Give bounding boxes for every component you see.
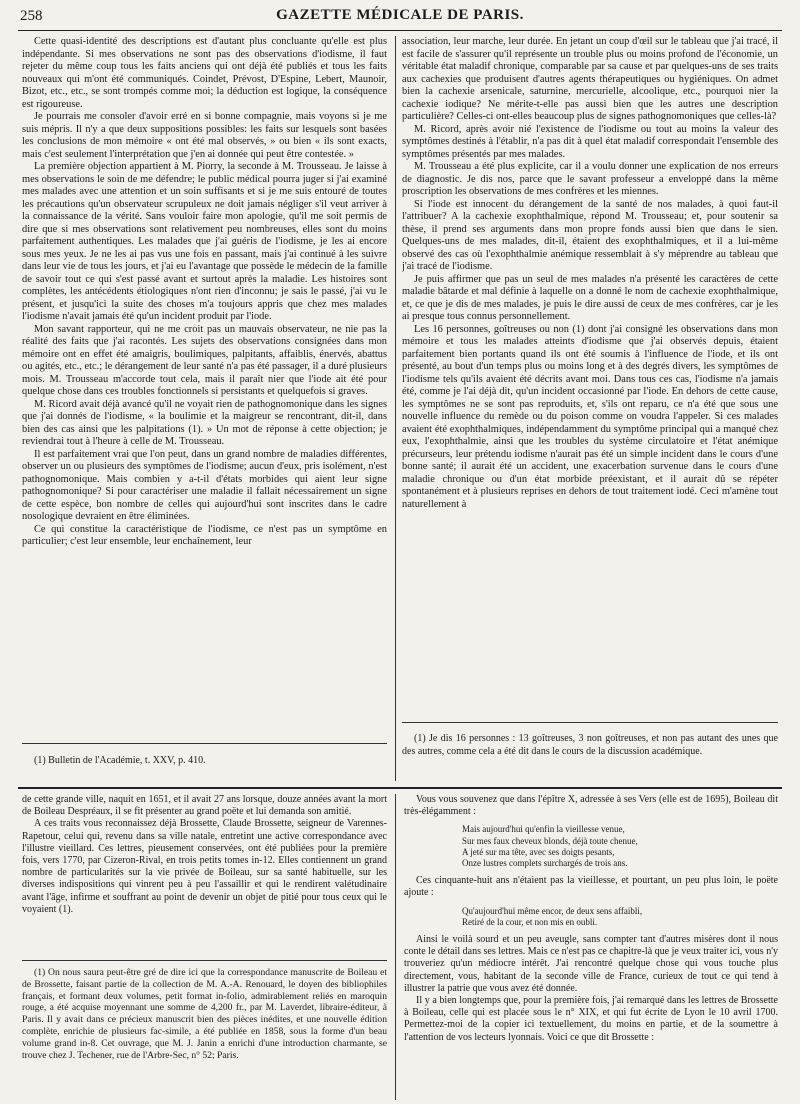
paragraph: M. Ricord, après avoir nié l'existence de l'iodisme ou tout au moins la valeur des symptômes destinés à l'établir, n'a pas dit à quel état maladif correspondait l'ensemble des symptômes présentés par mes malades. (402, 123, 778, 160)
paragraph: Je pourrais me consoler d'avoir erré en si bonne compagnie, mais voyons si je me suis mépris. Il n'y a que deux suppositions possibles: les faits sur lesquels sont basées les conclusions de mon mémoire « ont été mal observés, » ou bien « ils sont exacts, mais c'est seulement l'interprétation que j'en ai donnée qui peut être contestée. » (22, 111, 387, 160)
verse-line: Qu'aujourd'hui même encor, de deux sens affaibli, (462, 905, 643, 916)
column-divider-top (395, 36, 396, 781)
verse-line: Retiré de la cour, et non mis en oubli. (462, 916, 598, 927)
footnote-top-right (402, 733, 778, 758)
paragraph: de cette grande ville, naquit en 1651, et il avait 27 ans lorsque, douze années avant la mort de Boileau Despréaux, il se fit présenter au grand poëte et lui demanda son amitié. (22, 794, 387, 818)
top-left-column (22, 36, 387, 738)
footnote-text: (1) On nous saura peut-être gré de dire ici que la correspondance manuscrite de Boileau et de Brossette, faisant partie de la collection de M. A.-A. Renouard, le doyen des bibliophiles français, et formant deux volumes, petit format in-folio, admirablement reliés en maroquin rouge, a été acquise moyennant une somme de 4,200 fr., par M. Laverdet, libraire-éditeur, à Paris. Il y avait dans ce précieux manuscrit bien des pièces inédites, et une nouvelle édition complète, enrichie de plusieurs fac-simile, a été publiée en 1858, sous la forme d'un beau volume grand in-8. Cet ouvrage, que M. J. Janin a enrichi d'une introduction charmante, se trouve chez J. Techener, rue de l'Arbre-Sec, n° 52; Paris. (22, 967, 387, 1061)
footnote-rule (22, 743, 387, 744)
verse-line: Sur mes faux cheveux blonds, déjà toute chenue, (462, 835, 638, 846)
paragraph: Je puis affirmer que pas un seul de mes malades n'a présenté les caractères de cette maladie bâtarde et mal définie à laquelle on a donné le nom de cachexie exophthalmique, et, ce que je dis de mes malades, je puis le dire aussi de ceux de mes confrères, car je les ai presque tous connus personnellement. (402, 273, 778, 322)
footnote-bottom-left (22, 967, 387, 1061)
column-divider-bottom (395, 794, 396, 1100)
paragraph: A ces traits vous reconnaissez déjà Brossette, Claude Brossette, seigneur de Varennes-Rapetour, celui qui, revenu dans sa ville natale, entretint une active correspondance avec l'illustre vieillard. Ces lettres, pieusement conservées, ont été publiées pour la première fois, vers 1770, par Cizeron-Rival, en trois petits tomes in-12. Elles contiennent un grand nombre de particularités sur la vie privée de Boileau, sur sa santé habituelle, sur les diverses indispositions qui vinrent peu à peu l'assaillir et qui le rendirent valétudinaire avant l'âge, infirme et souffrant au point de devenir un objet de pitié pour tous ceux qui le voyaient (1). (22, 818, 387, 915)
page-header (18, 6, 782, 31)
footnote-top-left (22, 755, 387, 768)
paragraph: Ainsi le voilà sourd et un peu aveugle, sans compter tant d'autres misères dont il nous conte le détail dans ses lettres. Mais ce n'est pas ce chapitre-là que je veux traiter ici, vous n'y trouveriez qu'un médiocre intérêt. J'ai rencontré quelque chose qui vous touche plus directement, vous, habitant de la seconde ville de France, curieux de tout ce qui tend à illustrer la patrie que vous avez été donnée. (404, 934, 778, 994)
paragraph: Mon savant rapporteur, qui ne me croit pas un mauvais observateur, ne nie pas la réalité des faits que j'ai racontés. Les sujets des observations consignées dans mon mémoire ont en effet été amaigris, boulimiques, palpitants, affaiblis, énervés, abattus ou agités, etc., etc.; le dérangement de leur santé n'a pas été passager, il a duré plusieurs mois. M. Trousseau m'accorde tout cela, mais il paraît nier que l'iode ait été pour quelque chose dans ces troubles fonctionnels si persistants et quelquefois si graves. (22, 323, 387, 397)
top-right-column (402, 36, 778, 716)
paragraph: Il est parfaitement vrai que l'on peut, dans un grand nombre de maladies différentes, observer un ou plusieurs des symptômes de l'iodisme; aucun d'eux, pris isolément, n'est pathognomonique. Mais combien y a-t-il d'états morbides qui aient leur signe pathognomonique? Si pour caractériser une maladie il fallait nécessairement un signe de cette espèce, bon nombre de celles qui aujourd'hui sont inscrites dans le cadre nosologique devraient en être éliminées. (22, 448, 387, 522)
section-separator (18, 787, 782, 789)
verse-quote (462, 906, 778, 928)
footnote-text: (1) Bulletin de l'Académie, t. XXV, p. 410. (34, 755, 206, 766)
paragraph: La première objection appartient à M. Piorry, la seconde à M. Trousseau. Je laisse à mes observations le soin de me défendre; le public médical pourra juger si j'ai examiné mes malades avec une attention et un soin suffisants et si je me suis entouré de toutes les précautions qu'un observateur scrupuleux ne doit jamais négliger s'il veut arriver à la connaissance de la vérité. Sans vouloir faire mon apologie, qu'il me soit permis de dire que si mes observations sont relativement peu nombreuses, elles sont du moins parfaitement authentiques. Les malades que j'ai guéris de l'iodisme, je les ai encore sous mes yeux. Je ne les ai pas vus une fois en passant, mais j'ai continué à les suivre dans leur vie de tous les jours, et j'ai eu l'avantage que possède le médecin de la famille de savoir tout ce qui s'est passé avant et surtout après la maladie. Les histoires sont complètes, les antécédents étiologiques n'ont rien d'inconnu; je sais le passé, j'ai vu le présent, et jusqu'ici la suite des choses m'a toujours appris que chez mes malades l'iodisme n'avait jamais été qu'un incident produit par l'iode. (22, 161, 387, 322)
paragraph: Si l'iode est innocent du dérangement de la santé de nos malades, à quoi faut-il l'attribuer? A la cachexie exophthalmique, répond M. Trousseau; et, pour soutenir sa thèse, il prend ses arguments dans mon propre fonds aussi bien que dans le sien. Quelques-uns de mes malades, dit-il, étaient des exophthalmiques, et il a lui-même observé des cas où l'exophthalmie anémique ressemblait à s'y méprendre au tableau que j'ai tracé de l'iodisme. (402, 198, 778, 272)
paragraph: Ce qui constitue la caractéristique de l'iodisme, ce n'est pas un symptôme en particulier; c'est leur ensemble, leur enchaînement, leur (22, 523, 387, 547)
journal-title: GAZETTE MÉDICALE DE PARIS. (276, 7, 524, 23)
paragraph: Ces cinquante-huit ans n'étaient pas la vieillesse, et pourtant, un peu plus loin, le poëte ajoute : (404, 875, 778, 899)
paragraph: M. Ricord avait déjà avancé qu'il ne voyait rien de pathognomonique dans les signes que j'ai donnés de l'iodisme, « la boulimie et la maigreur se rencontrant, dit-il, dans bien des cas ainsi que les palpitations (1). » Un mot de réponse à cette objection; je reviendrai tout à l'heure à celle de M. Trousseau. (22, 398, 387, 447)
footnote-rule (402, 722, 778, 723)
paragraph: Cette quasi-identité des descriptions est d'autant plus concluante qu'elle est plus indépendante. Si mes observations ne sont pas des observations d'iodisme, il faut rejeter du même coup tous les faits anciens qui ont déjà été publiés et tous les faits nouveaux qui m'ont été communiqués. Coindet, Prévost, D'Espine, Lebert, Maunoir, Bizot, etc., etc., se sont trompés comme moi; la déduction est logique, la conséquence est rigoureuse. (22, 36, 387, 110)
verse-quote (462, 824, 778, 869)
footnote-rule (22, 960, 387, 961)
paragraph: M. Trousseau a été plus explicite, car il a voulu donner une explication de nos erreurs de diagnostic. Je dis nos, parce que le savant professeur a enveloppé dans la même proscription les observations de mes confrères et les miennes. (402, 161, 778, 197)
bottom-left-column (22, 794, 387, 954)
paragraph: association, leur marche, leur durée. En jetant un coup d'œil sur le tableau que j'ai tracé, il est facile de s'assurer qu'il représente un trouble plus ou moins profond de l'économie, un véritable état maladif chronique, comparable par sa cause et par quelques-uns de ses traits aux cachexies que produisent d'autres agents thérapeutiques ou hygiéniques. On admet bien la cachexie arsenicale, saturnine, mercurielle, alcoolique, etc., pourquoi nier la cachexie iodique? Ne mérite-t-elle pas aussi bien que les autres une description particulière? Celles-ci ont-elles beaucoup plus de signes pathognomoniques que celles-là? (402, 36, 778, 122)
paragraph: Il y a bien longtemps que, pour la première fois, j'ai remarqué dans les lettres de Brossette à Boileau, celle qui est placée sous le n° XIX, et qui fut écrite de Lyon le 10 avril 1700. Permettez-moi de la copier ici textuellement, du moins en partie, et de la soumettre à l'attention de vos lecteurs lyonnais. Voici ce que dit Brossette : (404, 995, 778, 1043)
paragraph: Les 16 personnes, goîtreuses ou non (1) dont j'ai consigné les observations dans mon mémoire et tous les malades atteints d'iodisme que j'ai observés depuis, étaient parfaitement bien portants quand ils ont été soumis à l'influence de l'iode, et ils ont présenté, au bout d'un temps plus ou moins long et à des degrés divers, les symptômes de l'iodisme tels qu'ils avaient été décrits avant moi. Dans tous ces cas, l'iodisme n'a jamais été, comme je l'ai déjà dit, qu'un incident occasionné par l'iode. En dehors de cette cause, les symptômes ne se sont pas reproduits, et, s'ils ont reparu, ce n'a été que sous une nouvelle influence du remède ou du poison comme on voudra l'appeler. Si ces malades avaient été exophthalmiques, indépendamment du symptôme principal qui a manqué chez eux, l'exophthalmie, ainsi que les troubles du système circulatoire et l'état anémique précurseurs, leur prétendu iodisme n'aurait pas été un simple incident dans le cours d'une bonne santé; il aurait été un accident, une exacerbation survenue dans le cours d'une maladie chronique ou d'un état morbide préexistant, et il aurait dû se répéter spontanément et à plusieurs reprises en dehors de tout traitement iodé. Ceci m'amène tout naturellement à (402, 323, 778, 510)
verse-line: Onze lustres complets surchargés de trois ans. (462, 858, 628, 869)
verse-line: Mais aujourd'hui qu'enfin la vieillesse venue, (462, 824, 625, 835)
verse-line: A jeté sur ma tête, avec ses doigts pesants, (462, 846, 615, 857)
paragraph: Vous vous souvenez que dans l'épître X, adressée à ses Vers (elle est de 1695), Boileau dit très-élégamment : (404, 794, 778, 818)
bottom-right-column (404, 794, 778, 1100)
page-number: 258 (20, 8, 43, 24)
footnote-text: (1) Je dis 16 personnes : 13 goîtreuses, 3 non goîtreuses, et non pas autant des unes que des autres, comme cela a été dit dans le cours de la discussion académique. (402, 733, 778, 757)
